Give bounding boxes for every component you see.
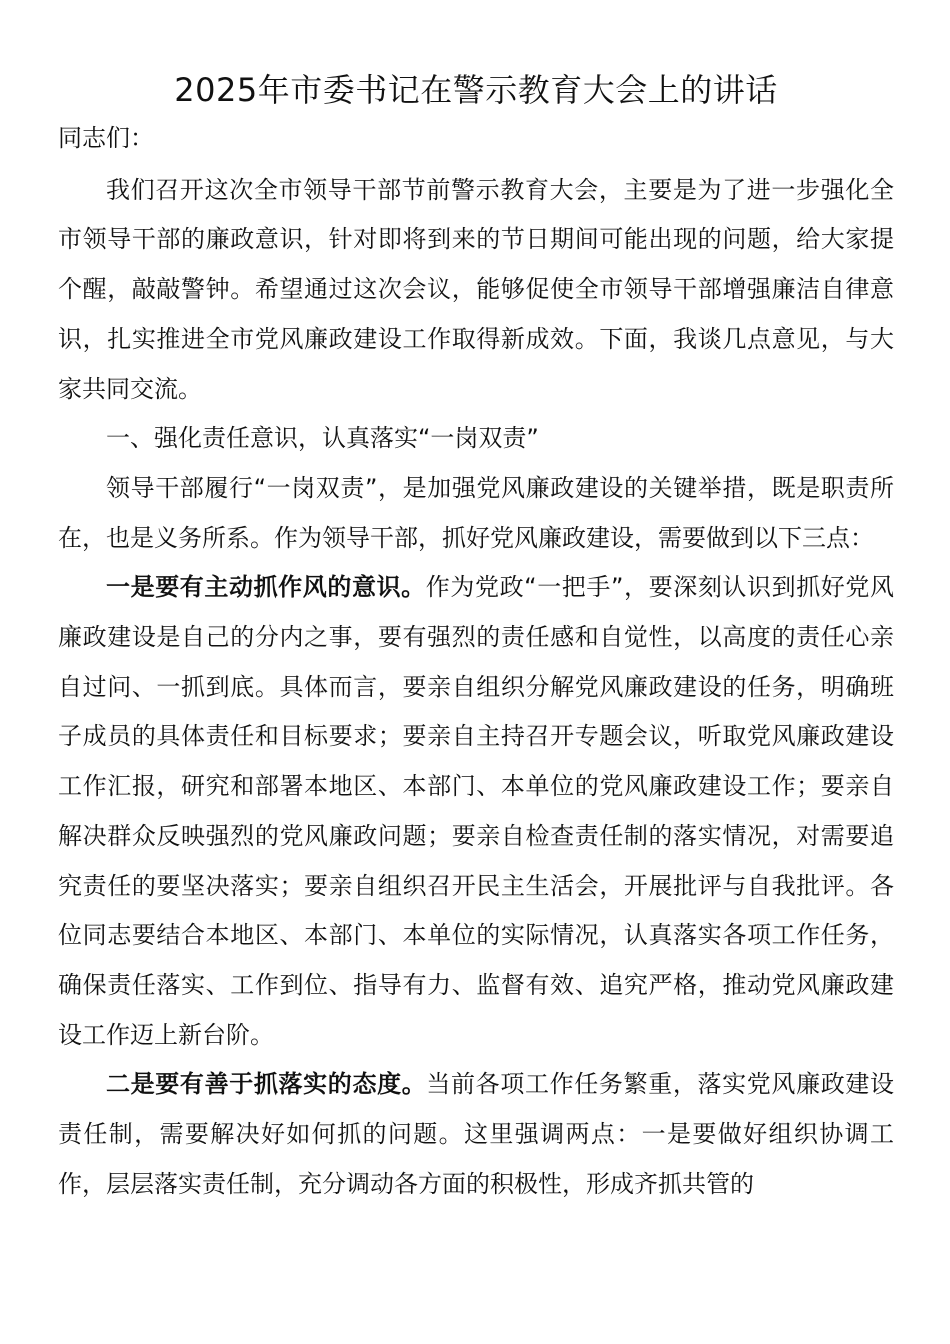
point-2-paragraph	[58, 1060, 894, 1209]
section-heading-1: 一、强化责任意识，认真落实“一岗双责”	[106, 424, 539, 453]
point-1-lead: 一是要有主动抓作风的意识。	[106, 573, 426, 602]
point-2-body: 当前各项工作任务繁重，落实党风廉政建设责任制，需要解决好如何抓的问题。这里强调两点：一是要做好组织协调工作，层层落实责任制，充分调动各方面的积极性，形成齐抓共管的	[58, 1070, 895, 1198]
point-1-paragraph	[58, 563, 894, 1060]
point-2-lead: 二是要有善于抓落实的态度。	[106, 1070, 427, 1099]
point-1-body: 作为党政“一把手”，要深刻认识到抓好党风廉政建设是自己的分内之事，要有强烈的责任感和自觉性，以高度的责任心亲自过问、一抓到底。具体而言，要亲自组织分解党风廉政建设的任务，明确班子成员的具体责任和目标要求；要亲自主持召开专题会议，听取党风廉政建设工作汇报，研究和部署本地区、本部门、本单位的党风廉政建设工作；要亲自解决群众反映强烈的党风廉政问题；要亲自检查责任制的落实情况，对需要追究责任的要坚决落实；要亲自组织召开民主生活会，开展批评与自我批评。各位同志要结合本地区、本部门、本单位的实际情况，认真落实各项工作任务，确保责任落实、工作到位、指导有力、监督有效、追究严格，推动党风廉政建设工作迈上新台阶。	[58, 573, 895, 1049]
document-page	[58, 68, 894, 1209]
intro-paragraph: 我们召开这次全市领导干部节前警示教育大会，主要是为了进一步强化全市领导干部的廉政意识，针对即将到来的节日期间可能出现的问题，给大家提个醒，敲敲警钟。希望通过这次会议，能够促使全市领导干部增强廉洁自律意识，扎实推进全市党风廉政建设工作取得新成效。下面，我谈几点意见，与大家共同交流。	[58, 175, 894, 403]
salutation: 同志们：	[58, 124, 154, 152]
section-1-intro-paragraph: 领导干部履行“一岗双责”，是加强党风廉政建设的关键举措，既是职责所在，也是义务所系。作为领导干部，抓好党风廉政建设，需要做到以下三点：	[58, 473, 894, 552]
document-title: 2025年市委书记在警示教育大会上的讲话	[174, 71, 778, 109]
